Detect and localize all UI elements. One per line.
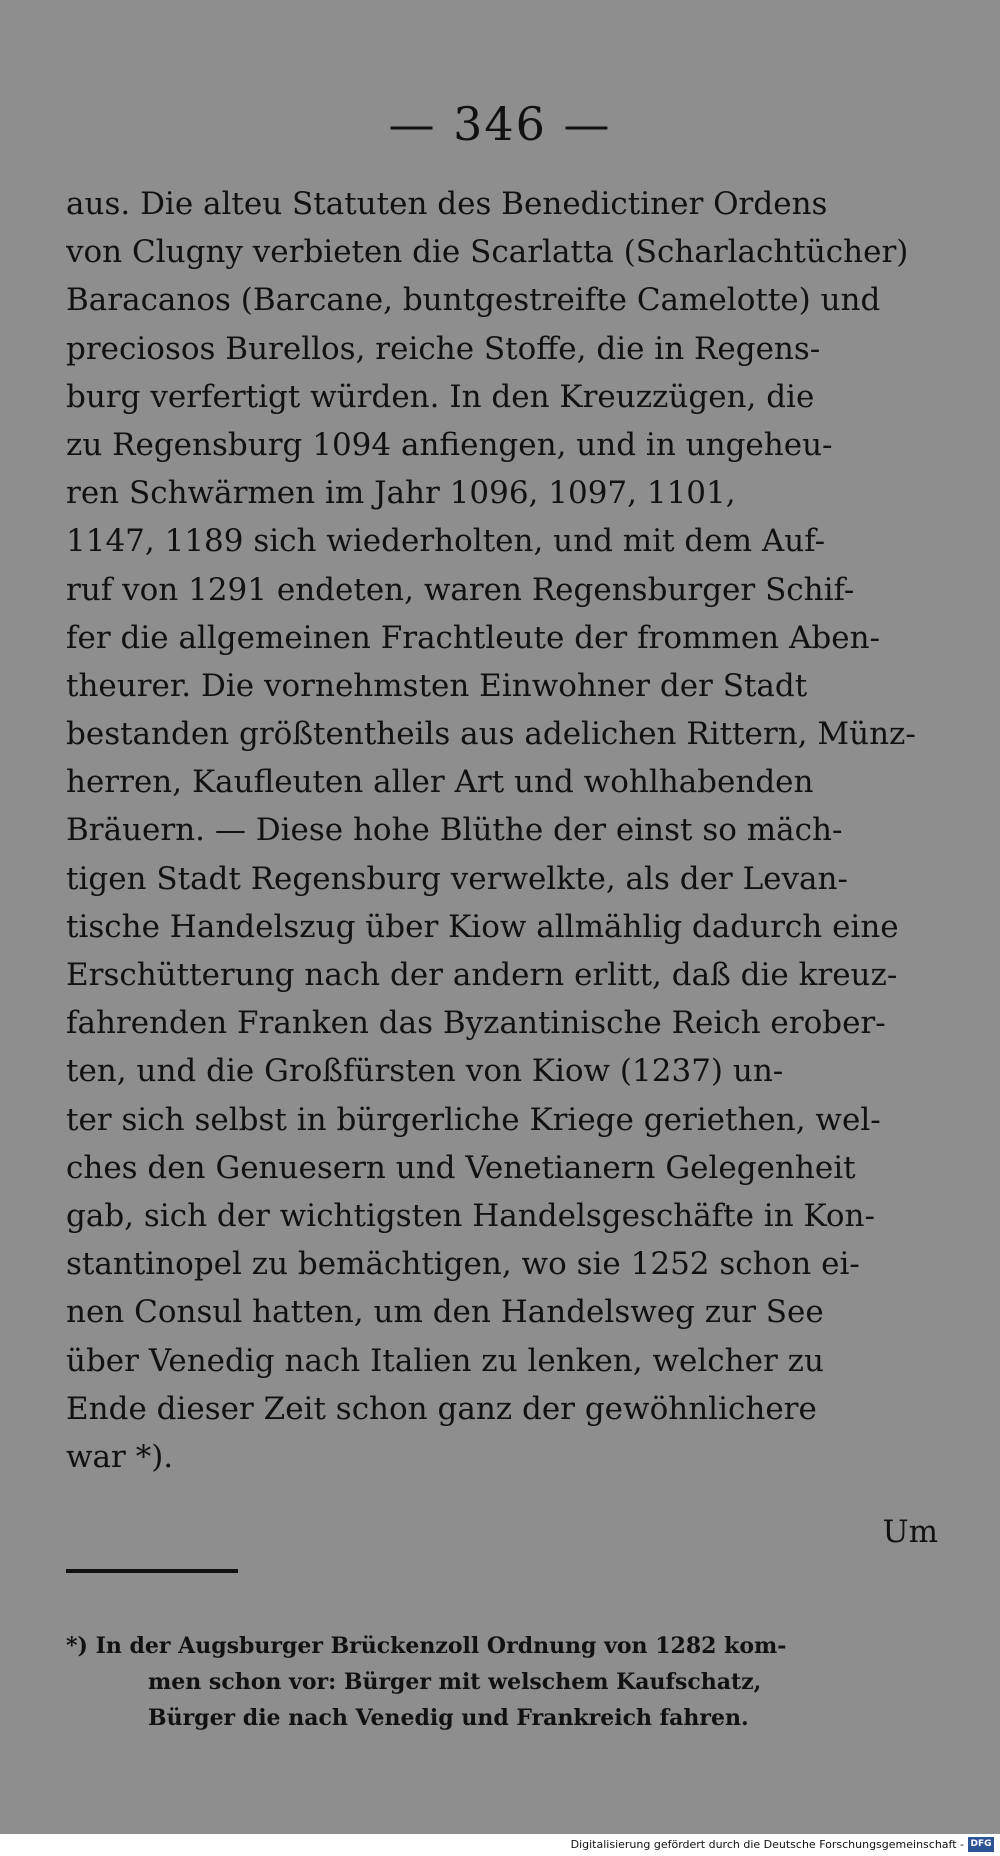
catchword: Um [882,1514,938,1550]
text-line: preciosos Burellos, reiche Stoffe, die in Regens- [66,330,821,367]
text-line: ren Schwärmen im Jahr 1096, 1097, 1101, [66,475,736,512]
footnote-line: *) In der Augsburger Brückenzoll Ordnung von 1282 kom- [66,1633,787,1659]
page-number: — 346 — [388,97,612,151]
text-line: zu Regensburg 1094 anfiengen, und in ungeheu- [66,426,833,463]
footnote-line: men schon vor: Bürger mit welschem Kaufschatz, [148,1669,762,1695]
text-line: von Clugny verbieten die Scarlatta (Scharlachtücher) [66,234,909,271]
text-line: fer die allgemeinen Frachtleute der frommen Aben- [66,619,881,656]
text-line: aus. Die alteu Statuten des Benedictiner Ordens [66,186,828,222]
text-line: stantinopel zu bemächtigen, wo sie 1252 schon ei- [66,1246,860,1283]
text-line: ter sich selbst in bürgerliche Kriege geriethen, wel- [66,1101,881,1138]
text-line: über Venedig nach Italien zu lenken, welcher zu [66,1342,824,1379]
text-line: ruf von 1291 endeten, waren Regensburger Schif- [66,571,855,608]
text-line: herren, Kaufleuten aller Art und wohlhabenden [66,764,814,801]
text-line: Erschütterung nach der andern erlitt, daß die kreuz- [66,957,898,993]
text-line: ches den Genuesern und Venetianern Gelegenheit [66,1149,856,1186]
text-line: bestanden größtentheils aus adelichen Rittern, Münz- [66,716,916,753]
body-text [66,180,938,1481]
text-line: Ende dieser Zeit schon ganz der gewöhnlichere [66,1390,817,1427]
text-line: Baracanos (Barcane, buntgestreifte Camelotte) und [66,282,881,319]
text-line: tigen Stadt Regensburg verwelkte, als der Levan- [66,860,848,897]
text-line: war *). [66,1438,174,1475]
footnote-divider [66,1569,238,1573]
text-line: 1147, 1189 sich wiederholten, und mit dem Auf- [66,523,826,560]
dfg-logo-icon: DFG [968,1837,994,1852]
text-line: gab, sich der wichtigsten Handelsgeschäfte in Kon- [66,1197,875,1234]
text-line: fahrenden Franken das Byzantinische Reich erober- [66,1005,886,1042]
footnote-line: Bürger die nach Venedig und Frankreich fahren. [148,1705,749,1731]
text-line: burg verfertigt würden. In den Kreuzzügen, die [66,378,815,415]
text-line: ten, und die Großfürsten von Kiow (1237) un- [66,1053,784,1090]
text-line: nen Consul hatten, um den Handelsweg zur See [66,1294,824,1331]
footnote [66,1628,938,1736]
text-line: theurer. Die vornehmsten Einwohner der Stadt [66,667,808,704]
digitization-note: Digitalisierung gefördert durch die Deutsche Forschungsgemeinschaft - [570,1838,964,1851]
text-line: tische Handelszug über Kiow allmählig dadurch eine [66,908,899,945]
text-line: Bräuern. — Diese hohe Blüthe der einst so mäch- [66,812,843,849]
